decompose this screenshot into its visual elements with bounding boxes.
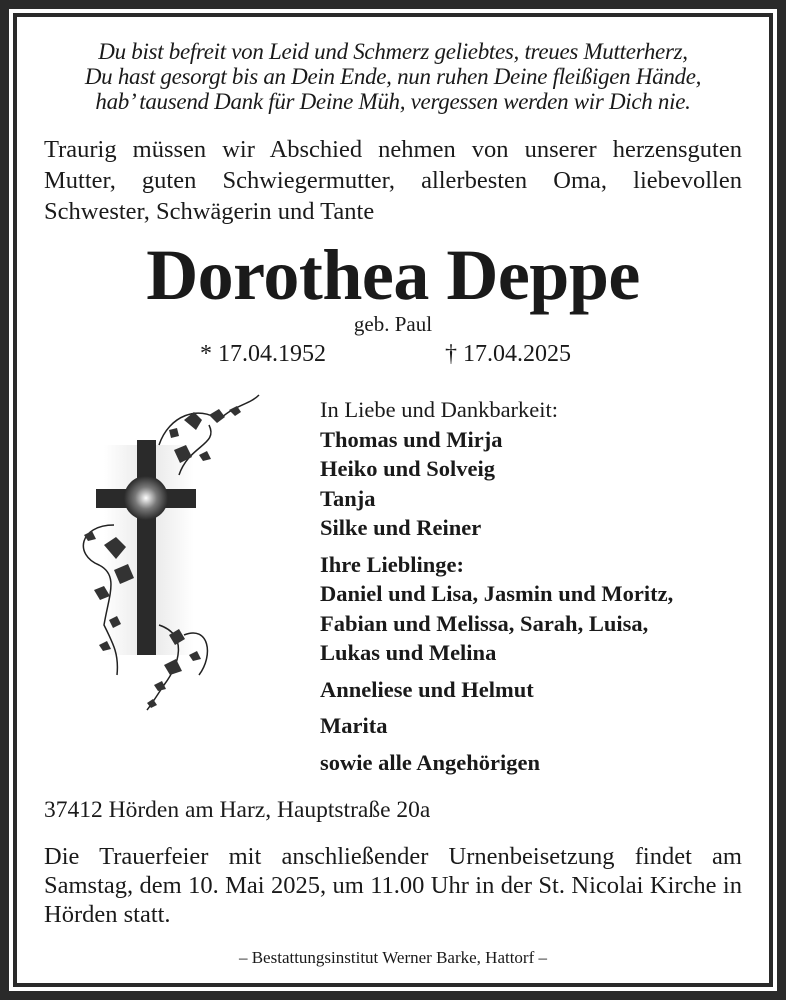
intro-text: Traurig müssen wir Abschied nehmen von unserer herzensguten Mutter, guten Schwiegermutter, allerbesten Oma, liebevollen Schwester, Schwägerin und Tante bbox=[44, 136, 742, 225]
grandchildren-heading: Ihre Lieblinge: bbox=[320, 551, 464, 577]
cross-with-ivy-icon bbox=[59, 385, 269, 715]
mourner: Thomas und Mirja bbox=[320, 426, 503, 452]
deceased-name: Dorothea Deppe bbox=[146, 235, 640, 315]
address: 37412 Hörden am Harz, Hauptstraße 20a bbox=[44, 797, 431, 823]
mourners-list bbox=[320, 395, 673, 777]
poem-line: hab’ tausend Dank für Deine Müh, vergessen werden wir Dich nie. bbox=[95, 89, 691, 114]
mourner: Heiko und Solveig bbox=[320, 456, 496, 481]
grandchildren-line: Lukas und Melina bbox=[320, 640, 497, 665]
death-date: † 17.04.2025 bbox=[445, 341, 571, 367]
poem-line: Du hast gesorgt bis an Dein Ende, nun ruhen Deine fleißigen Hände, bbox=[84, 64, 702, 89]
obituary-notice bbox=[9, 9, 777, 991]
mourner: Tanja bbox=[320, 485, 376, 511]
mourner: Marita bbox=[320, 713, 388, 738]
birth-name: geb. Paul bbox=[353, 312, 433, 336]
mourner: sowie alle Angehörigen bbox=[320, 749, 540, 775]
mourners-heading: In Liebe und Dankbarkeit: bbox=[320, 397, 559, 422]
birth-date: * 17.04.1952 bbox=[200, 341, 326, 367]
ceremony-info: Die Trauerfeier mit anschließender Urnenbeisetzung findet am Samstag, dem 10. Mai 2025, um 11.00 Uhr in der St. Nicolai Kirche in Hörden statt. bbox=[44, 843, 742, 928]
poem-line: Du bist befreit von Leid und Schmerz geliebtes, treues Mutterherz, bbox=[98, 39, 688, 64]
grandchildren-line: Fabian und Melissa, Sarah, Luisa, bbox=[320, 610, 649, 636]
mourner: Silke und Reiner bbox=[320, 515, 482, 540]
mourner: Anneliese und Helmut bbox=[320, 676, 534, 702]
poem bbox=[17, 39, 769, 114]
funeral-home: – Bestattungsinstitut Werner Barke, Hattorf – bbox=[238, 948, 548, 967]
grandchildren-line: Daniel und Lisa, Jasmin und Moritz, bbox=[320, 581, 674, 606]
frame bbox=[13, 13, 773, 987]
